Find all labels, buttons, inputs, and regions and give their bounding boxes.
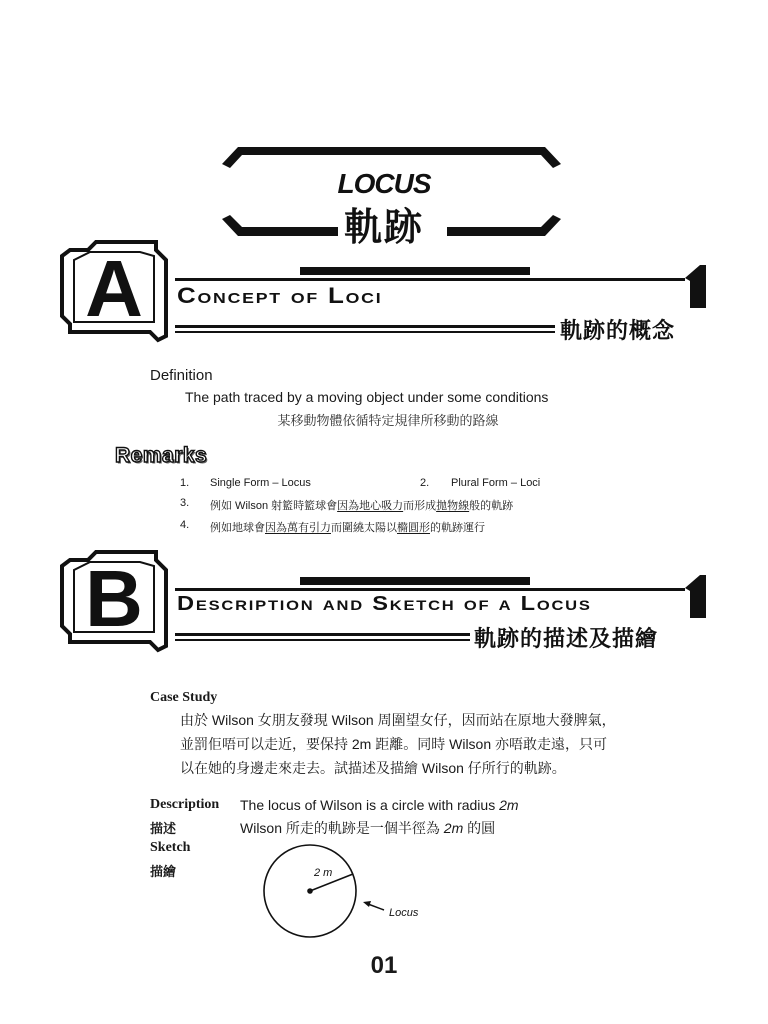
remarks-heading: Remarks — [115, 444, 208, 467]
section-a-letter: A — [85, 244, 143, 333]
remark-4-underline-2: 橢圓形 — [397, 522, 430, 534]
definition-text-zh: 某移動物體依循特定規律所移動的路線 — [277, 413, 499, 428]
description-label-zh: 描述 — [150, 822, 177, 837]
remark-2-text: Plural Form – Loci — [451, 477, 541, 489]
description-text-en — [240, 797, 519, 813]
page-title-en: LOCUS — [337, 168, 431, 199]
description-radius-zh: 2m — [443, 820, 464, 836]
page-title-zh: 軌跡 — [343, 205, 424, 249]
remark-3-number: 3. — [180, 497, 190, 509]
description-text-zh-post: 的圓 — [463, 820, 496, 836]
remark-3-underline-1: 因為地心吸力 — [337, 500, 404, 512]
remark-3-underline-2: 拋物線 — [436, 500, 470, 512]
description-radius-en: 2m — [499, 797, 519, 813]
remark-3-pre: 例如 Wilson 射籃時籃球會 — [210, 500, 338, 512]
section-a-title-en: Concept of Loci — [177, 283, 383, 308]
definition-label: Definition — [150, 367, 213, 384]
remark-4-pre: 例如地球會 — [210, 522, 265, 534]
remark-4-number: 4. — [180, 519, 190, 531]
remark-2-number: 2. — [420, 477, 430, 489]
remark-1-text: Single Form – Locus — [210, 477, 311, 489]
case-study-line-2: 並罰佢唔可以走近，要保持 2m 距離。同時 Wilson 亦唔敢走遠，只可 — [180, 736, 608, 752]
case-study-title: Case Study — [150, 690, 218, 705]
remark-3-post: 般的軌跡 — [469, 500, 514, 512]
locus-arrow-head — [363, 901, 371, 907]
sketch-label-en: Sketch — [150, 840, 191, 855]
remark-1-number: 1. — [180, 477, 190, 489]
definition-text-en: The path traced by a moving object under some conditions — [185, 389, 549, 405]
description-text-en-main: The locus of Wilson is a circle with radius — [240, 797, 500, 813]
section-a-title-zh: 軌跡的概念 — [560, 319, 676, 344]
remark-4-text — [210, 519, 485, 535]
description-text-zh-pre: Wilson 所走的軌跡是一個半徑為 — [240, 820, 444, 836]
locus-label: Locus — [389, 907, 419, 919]
locus-arrow-line — [368, 904, 384, 910]
radius-label: 2 m — [314, 867, 333, 879]
case-study-body — [180, 708, 660, 780]
section-b-title-zh: 軌跡的描述及描繪 — [474, 627, 659, 652]
remark-3-text — [210, 497, 513, 513]
remark-4-underline-1: 因為萬有引力 — [265, 522, 331, 534]
page-number: 01 — [370, 952, 398, 979]
case-study-line-1: 由於 Wilson 女朋友發現 Wilson 周圍望女仔，因而站在原地大發脾氣， — [180, 712, 616, 728]
sketch-label-zh: 描繪 — [150, 865, 177, 880]
locus-sketch — [250, 835, 450, 945]
remark-4-mid: 而圍繞太陽以 — [331, 522, 397, 534]
case-study-line-3: 以在她的身邊走來走去。試描述及描繪 Wilson 仔所行的軌跡。 — [180, 760, 566, 776]
remark-3-mid: 而形成 — [403, 500, 437, 512]
description-label-en: Description — [150, 797, 220, 812]
section-b-letter: B — [85, 554, 143, 643]
remark-4-post: 的軌跡運行 — [430, 522, 485, 534]
section-b-title-en: Description and Sketch of a Locus — [177, 593, 592, 615]
